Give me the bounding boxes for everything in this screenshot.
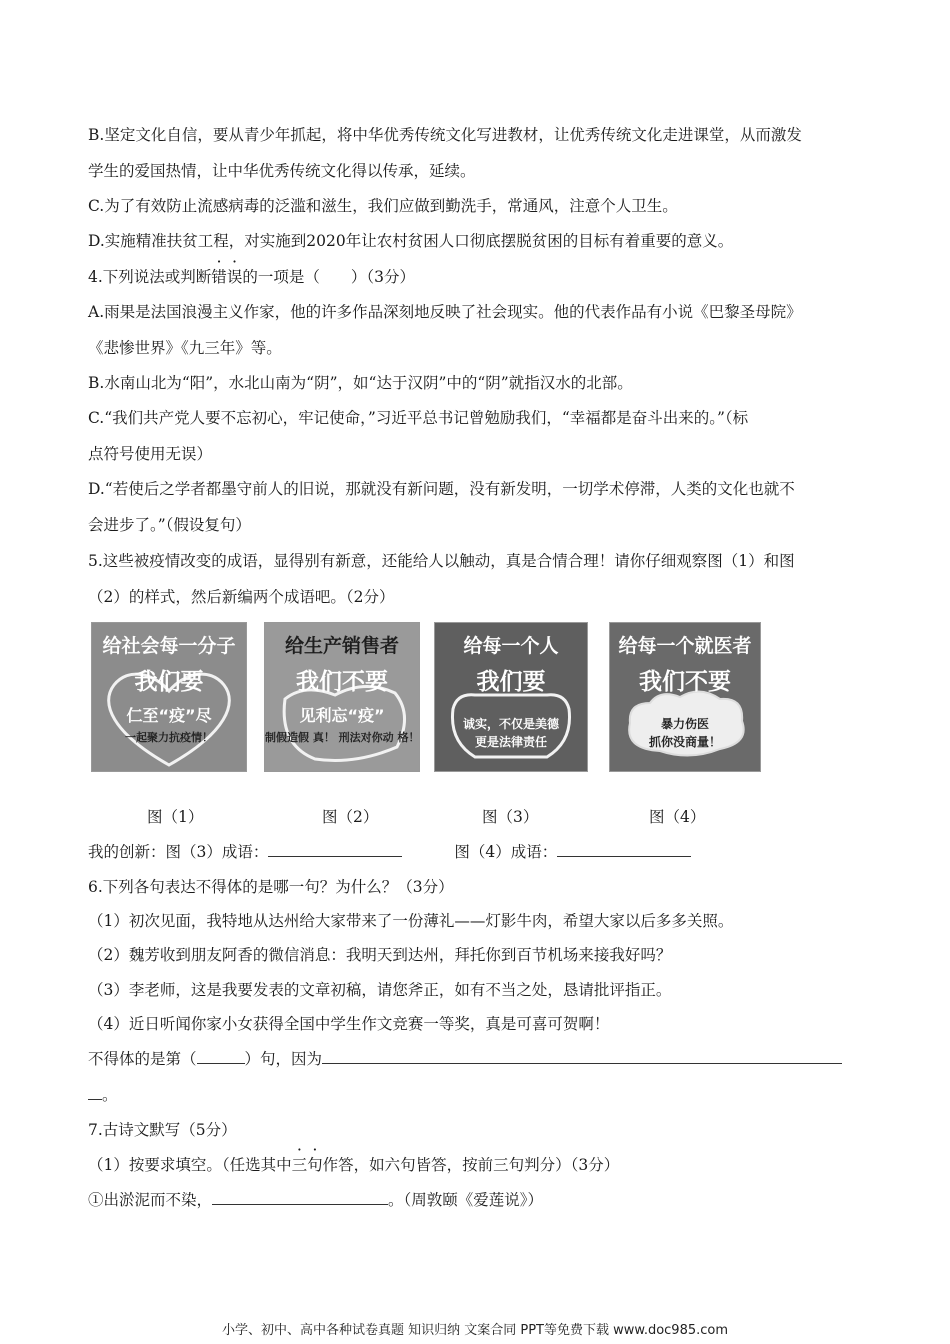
caption-figure-1: 图（1） — [147, 808, 204, 826]
q6-answer-mid: ）句，因为 — [244, 1050, 323, 1068]
caption-figure-4: 图（4） — [649, 808, 706, 826]
q3-option-c: C.为了有效防止流感病毒的泛滥和滋生，我们应做到勤洗手，常通风，注意个人卫生。 — [88, 197, 678, 215]
q7-sub-instructions — [88, 1154, 868, 1176]
q4-stem-post: 的一项是（ ）（3分） — [242, 268, 415, 286]
q7-sub-post: 作答，如六句皆答，按前三句判分）（3分） — [322, 1156, 620, 1174]
q7-item1-blank[interactable] — [212, 1190, 388, 1205]
q4-option-d-line1: D.“若使后之学者都墨守前人的旧说，那就没有新问题，没有新发明，一切学术停滞，人类的文化也就不 — [88, 480, 795, 498]
q5-answer-blank-2[interactable] — [557, 842, 691, 857]
caption-figure-2: 图（2） — [322, 808, 379, 826]
poster-image-1 — [91, 622, 247, 772]
poster-3-line3: 诚实，不仅是美德 — [462, 717, 559, 731]
q6-answer-blank-reason[interactable] — [322, 1049, 842, 1064]
q5-stem-line2: （2）的样式，然后新编两个成语吧。（2分） — [88, 588, 395, 606]
q5-answer-label-1: 我的创新：图（3）成语： — [88, 843, 269, 861]
q6-sentence-2: （2）魏芳收到朋友阿香的微信消息：我明天到达州，拜托你到百节机场来接我好吗？ — [88, 946, 672, 964]
poster-2-line4: 制假造假 真！ 刑法对你动 格！ — [265, 731, 420, 744]
q6-answer-row-2 — [88, 1084, 868, 1106]
poster-3-line2: 我们要 — [476, 669, 546, 695]
poster-4-line4: 抓你没商量！ — [648, 735, 721, 749]
q4-emphasis-char-2: 误 — [226, 268, 243, 286]
q4-option-c-line2: 点符号使用无误） — [88, 445, 213, 463]
poster-image-3 — [434, 622, 588, 772]
q7-item-1 — [88, 1189, 868, 1211]
poster-1-line2: 我们要 — [134, 669, 204, 695]
q6-answer-row — [88, 1048, 868, 1070]
q7-item1-pre: ①出淤泥而不染， — [88, 1191, 213, 1209]
q4-option-b: B.水南山北为“阳”，水北山南为“阴”，如“达于汉阴”中的“阴”就指汉水的北部。 — [88, 374, 633, 392]
q3-option-b-line2: 学生的爱国热情，让中华优秀传统文化得以传承，延续。 — [88, 162, 476, 180]
poster-1-line3: 仁至“疫”尽 — [126, 706, 212, 725]
q6-answer-blank-number[interactable] — [197, 1049, 245, 1064]
poster-2-line2: 我们不要 — [296, 669, 388, 695]
q6-sentence-1: （1）初次见面，我特地从达州给大家带来了一份薄礼——灯影牛肉，希望大家以后多多关照。 — [88, 912, 734, 930]
q5-stem-line1: 5.这些被疫情改变的成语，显得别有新意，还能给人以触动，真是合情合理！请你仔细观察图（1）和图 — [88, 552, 795, 570]
q4-emphasis-char-1: 错 — [211, 268, 227, 286]
q3-option-d: D.实施精准扶贫工程，对实施到2020年让农村贫困人口彻底摆脱贫困的目标有着重要的意义。 — [88, 232, 734, 250]
q7-emphasis-char-2: 句 — [307, 1156, 323, 1174]
q4-option-a-line1: A.雨果是法国浪漫主义作家，他的许多作品深刻地反映了社会现实。他的代表作品有小说《巴黎圣母院》 — [88, 303, 802, 321]
poster-2-line1: 给生产销售者 — [284, 635, 399, 657]
poster-4-line1: 给每一个就医者 — [618, 635, 752, 657]
q7-title: 7.古诗文默写（5分） — [88, 1121, 237, 1139]
caption-figure-3: 图（3） — [482, 808, 539, 826]
poster-image-4 — [609, 622, 761, 772]
poster-1-line1: 给社会每一分子 — [102, 635, 236, 657]
poster-1-line4: 一起聚力抗疫情！ — [125, 731, 213, 744]
poster-4-line3: 暴力伤医 — [660, 717, 709, 731]
poster-4-line2: 我们不要 — [639, 669, 731, 695]
q5-answer-blank-1[interactable] — [268, 842, 402, 857]
poster-3-line4: 更是法律责任 — [474, 735, 547, 749]
q6-sentence-4: （4）近日听闻你家小女获得全国中学生作文竞赛一等奖，真是可喜可贺啊！ — [88, 1015, 610, 1033]
poster-3-line1: 给每一个人 — [463, 635, 559, 657]
q3-option-b-line1: B.坚定文化自信，要从青少年抓起，将中华优秀传统文化写进教材，让优秀传统文化走进课堂，从而激发 — [88, 126, 802, 144]
q5-answer-row — [88, 841, 868, 863]
q7-emphasis-char-1: 三 — [291, 1156, 308, 1174]
q6-answer-blank-reason-cont[interactable] — [88, 1085, 102, 1100]
q4-stem-pre: 4.下列说法或判断 — [88, 268, 212, 286]
poster-image-2 — [264, 622, 420, 772]
q4-option-a-line2: 《悲惨世界》《九三年》等。 — [88, 339, 282, 357]
q6-answer-end: 。 — [102, 1086, 118, 1104]
q7-sub-pre: （1）按要求填空。（任选其中 — [88, 1156, 292, 1174]
q4-stem — [88, 266, 868, 288]
q5-answer-label-2: 图（4）成语： — [454, 843, 558, 861]
poster-2-line3: 见利忘“疫” — [299, 706, 385, 725]
q6-sentence-3: （3）李老师，这是我要发表的文章初稿，请您斧正，如有不当之处，恳请批评指正。 — [88, 981, 672, 999]
q6-answer-pre: 不得体的是第（ — [88, 1050, 197, 1068]
q4-option-d-line2: 会进步了。”（假设复句） — [88, 516, 251, 534]
q4-option-c-line1: C.“我们共产党人要不忘初心，牢记使命，”习近平总书记曾勉励我们，“幸福都是奋斗出来的。”（标 — [88, 409, 749, 427]
page-footer: 小学、初中、高中各种试卷真题 知识归纳 文案合同 PPT等免费下载 www.doc985.com — [221, 1323, 729, 1338]
q6-stem: 6.下列各句表达不得体的是哪一句？为什么？（3分） — [88, 878, 454, 896]
q7-item1-post: 。（周敦颐《爱莲说》） — [388, 1191, 544, 1209]
